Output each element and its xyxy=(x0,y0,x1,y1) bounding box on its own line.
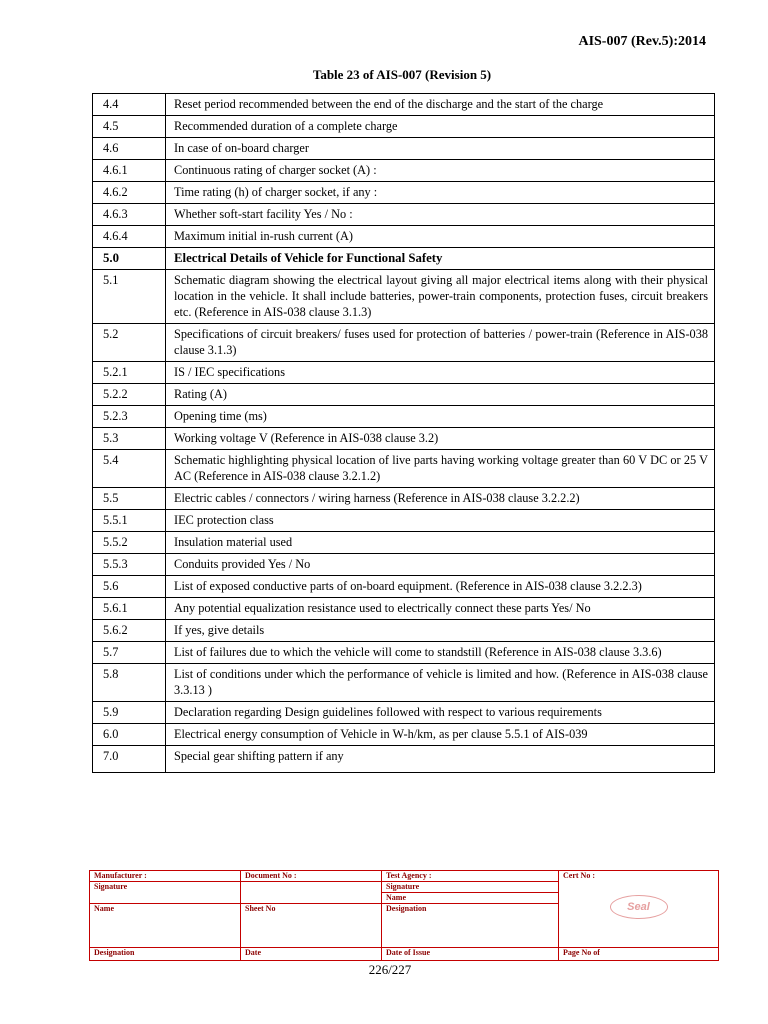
row-description: Whether soft-start facility Yes / No : xyxy=(166,204,715,226)
designation-label: Designation xyxy=(90,948,241,961)
row-number: 5.9 xyxy=(93,702,166,724)
table-row xyxy=(93,532,715,554)
agency-name-label: Name xyxy=(382,893,559,904)
seal-area xyxy=(563,881,714,933)
row-description: Recommended duration of a complete charge xyxy=(166,116,715,138)
table-row xyxy=(93,362,715,384)
date-of-issue-label: Date of Issue xyxy=(382,948,559,961)
table-row xyxy=(93,598,715,620)
row-number: 5.7 xyxy=(93,642,166,664)
row-number: 5.2 xyxy=(93,324,166,362)
cert-no-label: Cert No : xyxy=(563,871,595,880)
row-description: Specifications of circuit breakers/ fuses used for protection of batteries / power-train (Reference in AIS-038 clause 3.1.3) xyxy=(166,324,715,362)
table-row xyxy=(93,450,715,488)
table-row xyxy=(93,554,715,576)
agency-signature-label: Signature xyxy=(382,882,559,893)
table-row xyxy=(93,160,715,182)
row-number: 4.6.1 xyxy=(93,160,166,182)
row-number: 5.1 xyxy=(93,270,166,324)
manufacturer-label: Manufacturer : xyxy=(90,871,241,882)
row-description: Rating (A) xyxy=(166,384,715,406)
table-row xyxy=(93,576,715,598)
table-row xyxy=(93,270,715,324)
table-row xyxy=(93,324,715,362)
row-description: In case of on-board charger xyxy=(166,138,715,160)
table-row xyxy=(93,384,715,406)
row-number: 5.2.2 xyxy=(93,384,166,406)
row-description: Working voltage V (Reference in AIS-038 clause 3.2) xyxy=(166,428,715,450)
row-description: Continuous rating of charger socket (A) : xyxy=(166,160,715,182)
row-description: Time rating (h) of charger socket, if any : xyxy=(166,182,715,204)
row-number: 5.2.1 xyxy=(93,362,166,384)
row-description: If yes, give details xyxy=(166,620,715,642)
row-description: Reset period recommended between the end of the discharge and the start of the charge xyxy=(166,94,715,116)
row-number: 4.6 xyxy=(93,138,166,160)
row-description: Special gear shifting pattern if any xyxy=(166,746,715,773)
row-description: Maximum initial in-rush current (A) xyxy=(166,226,715,248)
row-number: 4.6.3 xyxy=(93,204,166,226)
row-number: 5.3 xyxy=(93,428,166,450)
date-label: Date xyxy=(241,948,382,961)
row-description: IEC protection class xyxy=(166,510,715,532)
table-row xyxy=(93,488,715,510)
row-number: 5.0 xyxy=(93,248,166,270)
row-number: 5.2.3 xyxy=(93,406,166,428)
specification-table xyxy=(92,93,715,773)
row-description: Insulation material used xyxy=(166,532,715,554)
row-description: Any potential equalization resistance used to electrically connect these parts Yes/ No xyxy=(166,598,715,620)
table-title: Table 23 of AIS-007 (Revision 5) xyxy=(312,67,492,82)
table-row xyxy=(93,116,715,138)
row-description: List of conditions under which the performance of vehicle is limited and how. (Reference in AIS-038 clause 3.3.13 ) xyxy=(166,664,715,702)
row-number: 5.5.3 xyxy=(93,554,166,576)
test-agency-label: Test Agency : xyxy=(382,871,559,882)
row-description: IS / IEC specifications xyxy=(166,362,715,384)
seal-stamp: Seal xyxy=(610,895,668,919)
row-number: 7.0 xyxy=(93,746,166,773)
document-reference: AIS-007 (Rev.5):2014 xyxy=(578,34,706,49)
row-number: 5.6.1 xyxy=(93,598,166,620)
table-row xyxy=(93,510,715,532)
row-number: 4.5 xyxy=(93,116,166,138)
row-number: 4.6.2 xyxy=(93,182,166,204)
row-number: 4.6.4 xyxy=(93,226,166,248)
row-number: 5.6 xyxy=(93,576,166,598)
empty-cell xyxy=(241,882,382,904)
document-no-label: Document No : xyxy=(241,871,382,882)
section-heading-row xyxy=(93,248,715,270)
table-row xyxy=(93,664,715,702)
row-number: 5.5 xyxy=(93,488,166,510)
table-row xyxy=(93,702,715,724)
signature-label: Signature xyxy=(90,882,241,904)
certification-footer xyxy=(89,870,719,961)
row-description: Declaration regarding Design guidelines followed with respect to various requirements xyxy=(166,702,715,724)
row-number: 4.4 xyxy=(93,94,166,116)
table-row xyxy=(93,746,715,773)
row-description: Schematic diagram showing the electrical layout giving all major electrical items along with their physical location in the vehicle. It shall include batteries, power-train components, protection fuses, circuit breakers etc. (Reference in AIS-038 clause 3.1.3) xyxy=(166,270,715,324)
row-number: 5.6.2 xyxy=(93,620,166,642)
row-number: 5.5.1 xyxy=(93,510,166,532)
row-description: Conduits provided Yes / No xyxy=(166,554,715,576)
row-description: Electric cables / connectors / wiring harness (Reference in AIS-038 clause 3.2.2.2) xyxy=(166,488,715,510)
table-row xyxy=(93,138,715,160)
table-row xyxy=(93,406,715,428)
row-description: Schematic highlighting physical location of live parts having working voltage greater than 60 V DC or 25 V AC (Reference in AIS-038 clause 3.2.1.2) xyxy=(166,450,715,488)
table-row xyxy=(93,204,715,226)
row-description: Electrical energy consumption of Vehicle in W-h/km, as per clause 5.5.1 of AIS-039 xyxy=(166,724,715,746)
table-row xyxy=(93,182,715,204)
agency-designation-label: Designation xyxy=(382,904,559,948)
page-no-label: Page No of xyxy=(559,948,719,961)
row-description: List of exposed conductive parts of on-board equipment. (Reference in AIS-038 clause 3.2.2.3) xyxy=(166,576,715,598)
table-row xyxy=(93,620,715,642)
row-number: 5.5.2 xyxy=(93,532,166,554)
table-row xyxy=(93,724,715,746)
table-row xyxy=(93,94,715,116)
row-description: List of failures due to which the vehicle will come to standstill (Reference in AIS-038 clause 3.3.6) xyxy=(166,642,715,664)
row-description: Electrical Details of Vehicle for Functional Safety xyxy=(166,248,715,270)
table-row xyxy=(93,428,715,450)
row-number: 5.4 xyxy=(93,450,166,488)
table-row xyxy=(93,226,715,248)
cert-seal-cell xyxy=(559,871,719,948)
sheet-no-label: Sheet No xyxy=(241,904,382,948)
table-row xyxy=(93,642,715,664)
row-description: Opening time (ms) xyxy=(166,406,715,428)
row-number: 6.0 xyxy=(93,724,166,746)
page-number: 226/227 xyxy=(368,962,412,977)
row-number: 5.8 xyxy=(93,664,166,702)
name-label: Name xyxy=(90,904,241,948)
